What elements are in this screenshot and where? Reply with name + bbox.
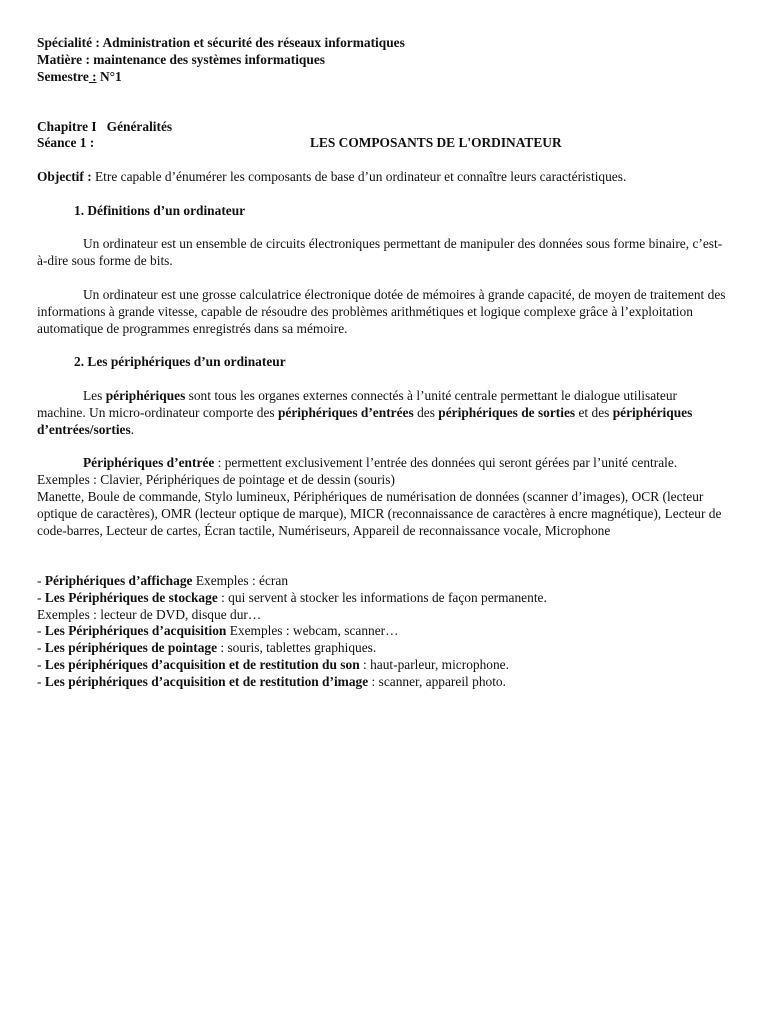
peripheriques-list <box>37 573 727 691</box>
entree-text: : permettent exclusivement l’entrée des données qui seront gérées par l’unité centrale. Exemples : Clavier, Périphériques de pointage et de dessin (souris) <box>37 455 678 487</box>
objectif-text: Etre capable d’énumérer les composants de base d’un ordinateur et connaître leurs caractéristiques. <box>91 169 627 184</box>
matiere-line: Matière : maintenance des systèmes informatiques <box>37 51 325 67</box>
document-header <box>37 35 727 85</box>
seance-line <box>37 135 727 152</box>
list-item: Exemples : lecteur de DVD, disque dur… <box>37 606 262 622</box>
peripheriques-intro: Les périphériques sont tous les organes externes connectés à l’unité centrale permettant le dialogue utilisateur machine. Un micro-ordinateur comporte des périphériques d’entrées des périphériques de sorties et des périphériques d’entrées/sorties. <box>37 388 693 437</box>
peripheriques-entree-paragraph <box>37 455 727 489</box>
entree-label: Périphériques d’entrée <box>83 455 215 470</box>
objectif-label: Objectif : <box>37 169 92 184</box>
section2-heading: 2. Les périphériques d’un ordinateur <box>74 354 286 369</box>
section1-heading: 1. Définitions d’un ordinateur <box>74 203 246 218</box>
lesson-title: LES COMPOSANTS DE L'ORDINATEUR <box>310 135 562 150</box>
definition-paragraph-2: Un ordinateur est une grosse calculatrice électronique dotée de mémoires à grande capacité, de moyen de traitement des informations à grande vitesse, capable de résoudre des problèmes arithmétiques et logique complexe grâce à l’exploitation automatique de programmes enregistrés dans sa mémoire. <box>37 287 726 336</box>
semestre-value: N°1 <box>96 68 122 84</box>
list-item: - Les Périphériques d’acquisition Exemples : webcam, scanner… <box>37 623 399 639</box>
objectif-paragraph <box>37 169 727 186</box>
semestre-separator: : <box>88 68 97 84</box>
list-item: - Les périphériques d’acquisition et de restitution d’image : scanner, appareil photo. <box>37 673 506 689</box>
list-item: - Les périphériques d’acquisition et de restitution du son : haut-parleur, microphone. <box>37 656 509 672</box>
semestre-line <box>37 69 727 86</box>
specialite-line: Spécialité : Administration et sécurité des réseaux informatiques <box>37 35 405 50</box>
list-item: - Périphériques d’affichage Exemples : écran <box>37 573 289 588</box>
definition-paragraph-1: Un ordinateur est un ensemble de circuits électroniques permettant de manipuler des données sous forme binaire, c’est-à-dire sous forme de bits. <box>37 236 723 268</box>
entree-examples: Manette, Boule de commande, Stylo lumineux, Périphériques de numérisation de données (scanner d’images), OCR (lecteur optique de caractères), OMR (lecteur optique de marque), MICR (reconnaissance de caractères à encre magnétique), Lecteur de code-barres, Lecteur de cartes, Écran tactile, Numériseurs, Appareil de reconnaissance vocale, Microphone <box>37 489 722 538</box>
list-item: - Les Périphériques de stockage : qui servent à stocker les informations de façon permanente. <box>37 589 547 605</box>
chapter-line: Chapitre I Généralités <box>37 119 173 134</box>
semestre-label: Semestre <box>37 68 89 84</box>
seance-label: Séance 1 : <box>37 135 95 150</box>
list-item: - Les périphériques de pointage : souris, tablettes graphiques. <box>37 640 377 656</box>
